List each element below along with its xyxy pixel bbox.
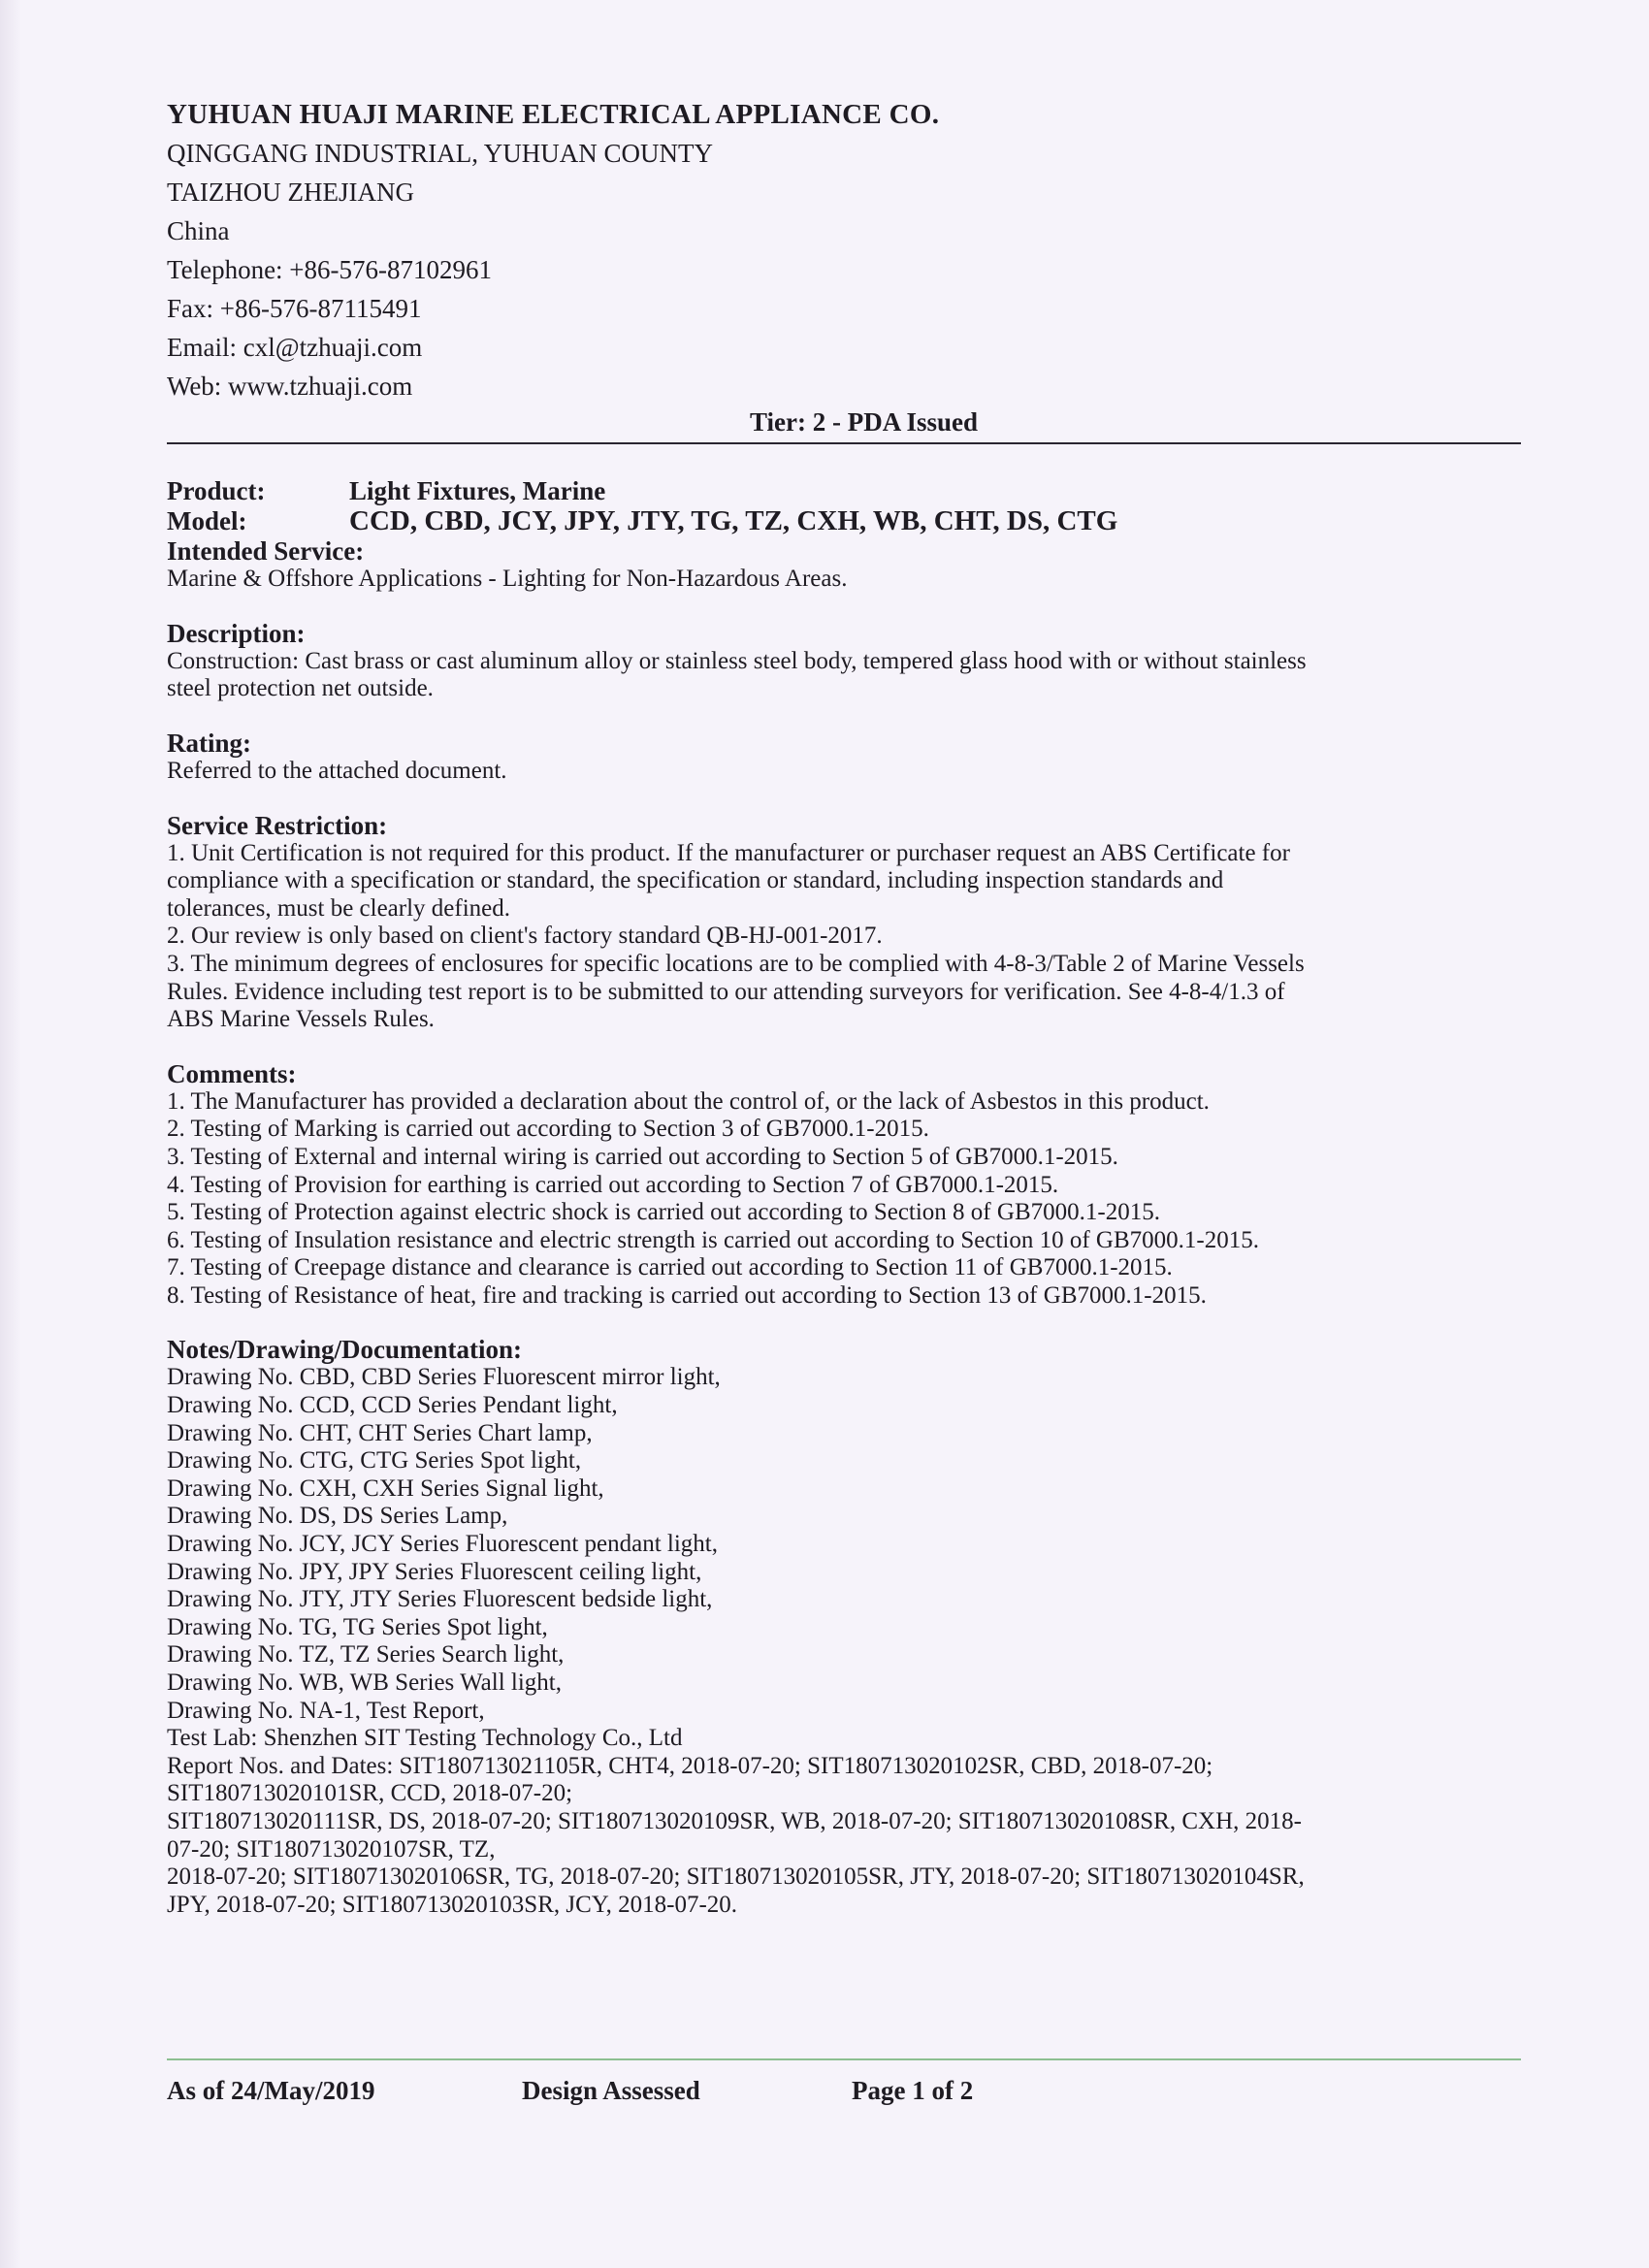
product-value: Light Fixtures, Marine	[349, 476, 606, 505]
description-section	[167, 619, 1525, 703]
comment-line: 7. Testing of Creepage distance and clearance is carried out according to Section 11 of GB7000.1-2015.	[167, 1254, 1173, 1281]
intended-service-text: Marine & Offshore Applications - Lighting for Non-Hazardous Areas.	[167, 566, 848, 593]
document-body	[167, 477, 1525, 1919]
model-value: CCD, CBD, JCY, JPY, JTY, TG, TZ, CXH, WB, CHT, DS, CTG	[349, 504, 1118, 536]
notes-section	[167, 1335, 1525, 1919]
company-header	[167, 95, 1525, 405]
comment-line: 8. Testing of Resistance of heat, fire and tracking is carried out according to Section 13 of GB7000.1-2015.	[167, 1281, 1207, 1309]
report-nos-line: 2018-07-20; SIT180713020106SR, TG, 2018-07-20; SIT180713020105SR, JTY, 2018-07-20; SIT180713020104SR,	[167, 1863, 1305, 1891]
telephone: Telephone: +86-576-87102961	[167, 255, 493, 284]
website: Web: www.tzhuaji.com	[167, 372, 413, 401]
comment-line: 1. The Manufacturer has provided a declaration about the control of, or the lack of Asbestos in this product.	[167, 1087, 1210, 1115]
notes-line: Drawing No. CBD, CBD Series Fluorescent mirror light,	[167, 1364, 721, 1391]
model-row	[167, 504, 1525, 537]
rating-label: Rating:	[167, 728, 251, 758]
report-nos-line: SIT180713020111SR, DS, 2018-07-20; SIT180713020109SR, WB, 2018-07-20; SIT180713020108SR, CXH, 2018-	[167, 1807, 1302, 1834]
comment-line: 2. Testing of Marking is carried out according to Section 3 of GB7000.1-2015.	[167, 1116, 929, 1143]
comment-line: 6. Testing of Insulation resistance and electric strength is carried out according to Section 10 of GB7000.1-2015.	[167, 1226, 1259, 1253]
notes-line: Drawing No. JCY, JCY Series Fluorescent pendant light,	[167, 1531, 719, 1558]
report-nos-line: 07-20; SIT180713020107SR, TZ,	[167, 1835, 496, 1863]
report-nos-line: SIT180713020101SR, CCD, 2018-07-20;	[167, 1780, 573, 1807]
notes-line: Drawing No. JTY, JTY Series Fluorescent bedside light,	[167, 1586, 713, 1613]
footer-divider	[167, 2058, 1521, 2060]
notes-line: Drawing No. CHT, CHT Series Chart lamp,	[167, 1419, 593, 1446]
comments-section	[167, 1059, 1525, 1311]
country: China	[167, 216, 230, 245]
comment-line: 4. Testing of Provision for earthing is carried out according to Section 7 of GB7000.1-2015.	[167, 1171, 1059, 1198]
model-label: Model:	[167, 505, 247, 535]
restriction-line: 3. The minimum degrees of enclosures for specific locations are to be complied with 4-8-3/Table 2 of Marine Vessels	[167, 950, 1305, 977]
report-nos-line: Report Nos. and Dates: SIT180713021105R, CHT4, 2018-07-20; SIT180713020102SR, CBD, 2018-07-20;	[167, 1752, 1213, 1779]
restriction-line: 1. Unit Certification is not required for this product. If the manufacturer or purchaser request an ABS Certificate for	[167, 839, 1290, 866]
notes-line: Drawing No. CXH, CXH Series Signal light,	[167, 1474, 604, 1502]
notes-line: Drawing No. CTG, CTG Series Spot light,	[167, 1447, 582, 1474]
description-label: Description:	[167, 618, 306, 648]
rating-text: Referred to the attached document.	[167, 757, 507, 784]
footer-date: As of 24/May/2019	[167, 2076, 375, 2105]
restriction-line: tolerances, must be clearly defined.	[167, 894, 511, 922]
notes-label: Notes/Drawing/Documentation:	[167, 1335, 522, 1365]
notes-line: Drawing No. WB, WB Series Wall light,	[167, 1669, 562, 1696]
rating-section	[167, 729, 1525, 786]
test-lab-line: Test Lab: Shenzhen SIT Testing Technology Co., Ltd	[167, 1725, 683, 1752]
comment-line: 5. Testing of Protection against electric shock is carried out according to Section 8 of GB7000.1-2015.	[167, 1199, 1160, 1226]
notes-line: Drawing No. DS, DS Series Lamp,	[167, 1503, 508, 1530]
header-divider	[167, 442, 1521, 444]
restriction-line: ABS Marine Vessels Rules.	[167, 1006, 435, 1033]
fax: Fax: +86-576-87115491	[167, 294, 422, 323]
footer-status: Design Assessed	[522, 2076, 700, 2105]
notes-line: Drawing No. TG, TG Series Spot light,	[167, 1613, 548, 1640]
restriction-line: compliance with a specification or standard, the specification or standard, including inspection standards and	[167, 867, 1224, 894]
restriction-line: 2. Our review is only based on client's factory standard QB-HJ-001-2017.	[167, 923, 883, 950]
address-line-2: TAIZHOU ZHEJIANG	[167, 178, 415, 207]
notes-line: Drawing No. CCD, CCD Series Pendant light,	[167, 1392, 618, 1419]
scan-edge-shadow	[0, 0, 21, 2268]
footer-page-number: Page 1 of 2	[852, 2076, 974, 2105]
notes-line: Drawing No. NA-1, Test Report,	[167, 1697, 485, 1724]
comment-line: 3. Testing of External and internal wiring is carried out according to Section 5 of GB7000.1-2015.	[167, 1143, 1118, 1170]
email: Email: cxl@tzhuaji.com	[167, 333, 423, 362]
notes-line: Drawing No. JPY, JPY Series Fluorescent ceiling light,	[167, 1558, 702, 1585]
product-label: Product:	[167, 476, 266, 505]
comments-label: Comments:	[167, 1058, 297, 1088]
service-restriction-label: Service Restriction:	[167, 810, 388, 840]
company-name: YUHUAN HUAJI MARINE ELECTRICAL APPLIANCE CO.	[167, 99, 940, 130]
description-line: Construction: Cast brass or cast aluminum alloy or stainless steel body, tempered glass hood with or without stainless	[167, 647, 1307, 674]
product-row	[167, 477, 1525, 507]
report-nos-line: JPY, 2018-07-20; SIT180713020103SR, JCY, 2018-07-20.	[167, 1891, 738, 1918]
service-restriction-section	[167, 811, 1525, 1034]
description-line: steel protection net outside.	[167, 675, 434, 702]
tier-status: Tier: 2 - PDA Issued	[750, 407, 979, 437]
restriction-line: Rules. Evidence including test report is to be submitted to our attending surveyors for verification. See 4-8-4/1.3 of	[167, 978, 1285, 1005]
notes-line: Drawing No. TZ, TZ Series Search light,	[167, 1641, 565, 1669]
intended-service-label: Intended Service:	[167, 536, 365, 567]
address-line-1: QINGGANG INDUSTRIAL, YUHUAN COUNTY	[167, 139, 713, 168]
